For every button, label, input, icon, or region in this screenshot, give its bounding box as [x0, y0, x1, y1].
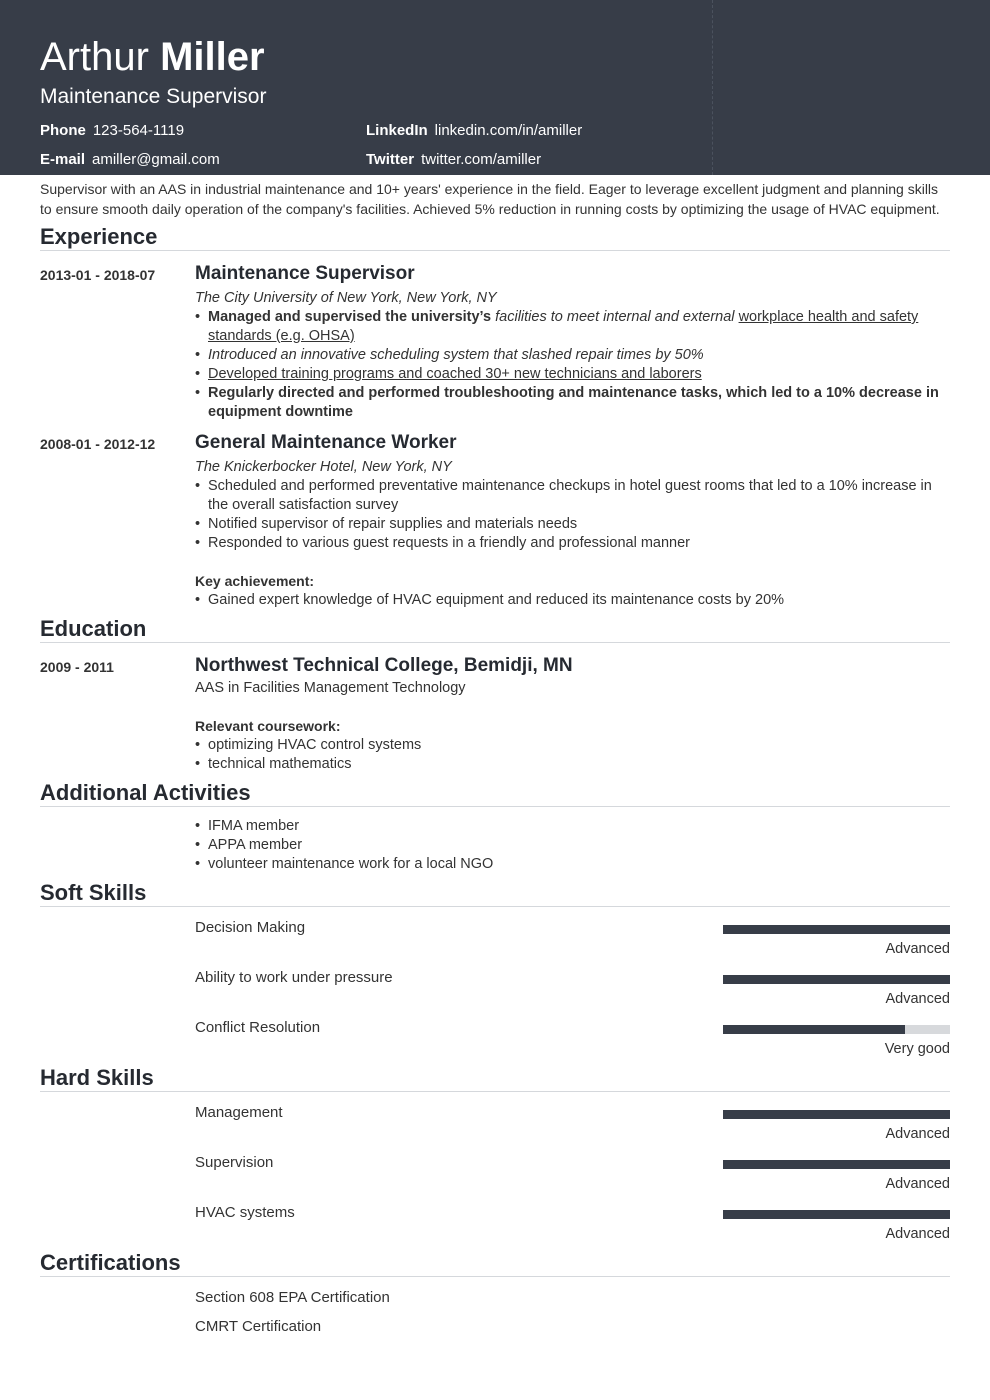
contact-twitter-label: Twitter: [366, 151, 415, 168]
bullet-underlined-text: workplace health and safety standards (e.g. OHSA): [208, 309, 919, 344]
contact-email-label: E-mail: [40, 151, 86, 168]
skill-bar: [723, 975, 950, 984]
resume-header: [0, 0, 990, 175]
header-divider: [712, 0, 713, 175]
bullet-text: Regularly directed and performed troubleshooting and maintenance tasks, which led to a 10% decrease in equipment downtime: [208, 385, 939, 420]
job-dates: 2008-01 - 2012-12: [40, 436, 156, 452]
list-item: • optimizing HVAC control systems: [195, 736, 940, 755]
certification-item: Section 608 EPA Certification: [195, 1289, 390, 1306]
skill-name: Ability to work under pressure: [195, 969, 393, 986]
degree: AAS in Facilities Management Technology: [195, 680, 466, 696]
skill-bar-fill: [723, 1210, 950, 1219]
contact-phone-value[interactable]: 123-564-1119: [92, 122, 185, 139]
contact-linkedin: [366, 122, 582, 140]
key-achievement-label: Key achievement:: [195, 573, 315, 589]
contact-twitter-value[interactable]: twitter.com/amiller: [421, 151, 542, 168]
job-organization: The City University of New York, New York, NY: [195, 290, 497, 306]
skill-name: Supervision: [195, 1154, 274, 1171]
skill-bar: [723, 1210, 950, 1219]
summary: Supervisor with an AAS in industrial maintenance and 10+ years' experience in the field. Eager to leverage excellent judgment and planning skills to ensure smooth daily operation of the company's facilities. Achieved 5% reduction in running costs by optimizing the usage of HVAC equipment.: [40, 181, 940, 217]
skill-bar: [723, 1025, 950, 1034]
list-item: • Notified supervisor of repair supplies and materials needs: [195, 515, 940, 534]
activities-list: [195, 817, 940, 874]
school-name: Northwest Technical College, Bemidji, MN: [195, 655, 573, 676]
bullet-bold-text: Managed and supervised the university’s: [208, 309, 492, 325]
coursework-label: Relevant coursework:: [195, 718, 341, 734]
list-item: • IFMA member: [195, 817, 940, 836]
skill-bar-fill: [723, 1160, 950, 1169]
list-item: [195, 365, 940, 384]
skill-level: Advanced: [885, 991, 950, 1007]
section-title-hard-skills: Hard Skills: [40, 1065, 154, 1090]
section-rule: [40, 806, 950, 807]
skill-bar: [723, 925, 950, 934]
skill-bar-fill: [723, 975, 950, 984]
skill-level: Very good: [884, 1041, 950, 1057]
skill-bar-fill: [723, 1025, 905, 1034]
section-title-activities: Additional Activities: [40, 780, 251, 805]
bullet-text: Developed training programs and coached 30+ new technicians and laborers: [208, 366, 702, 382]
contact-linkedin-value[interactable]: linkedin.com/in/amiller: [434, 122, 583, 139]
skill-name: Decision Making: [195, 919, 306, 936]
list-item: • APPA member: [195, 836, 940, 855]
contact-phone-label: Phone: [40, 122, 86, 139]
job-bullets: [195, 477, 940, 553]
contact-email: [40, 151, 220, 169]
list-item: • technical mathematics: [195, 755, 940, 774]
job-organization: The Knickerbocker Hotel, New York, NY: [195, 459, 452, 475]
section-rule: [40, 642, 950, 643]
job-title: Maintenance Supervisor: [195, 263, 415, 284]
section-rule: [40, 1091, 950, 1092]
skill-bar: [723, 1110, 950, 1119]
list-item: [195, 384, 940, 422]
list-item: [195, 308, 940, 346]
section-rule: [40, 906, 950, 907]
bullet-text: Introduced an innovative scheduling system that slashed repair times by 50%: [208, 347, 704, 363]
contact-email-value[interactable]: amiller@gmail.com: [92, 151, 220, 168]
section-rule: [40, 1276, 950, 1277]
list-item: • volunteer maintenance work for a local NGO: [195, 855, 940, 874]
list-item: • Responded to various guest requests in a friendly and professional manner: [195, 534, 940, 553]
contact-linkedin-label: LinkedIn: [366, 122, 428, 139]
certification-item: CMRT Certification: [195, 1318, 322, 1335]
job-title: General Maintenance Worker: [195, 432, 457, 453]
skill-bar-fill: [723, 1110, 950, 1119]
list-item: [195, 346, 940, 365]
skill-level: Advanced: [885, 941, 950, 957]
bullet-italic-text: facilities to meet internal and external: [495, 309, 735, 325]
list-item: • Scheduled and performed preventative maintenance checkups in hotel guest rooms that led to a 10% increase in the overall satisfaction survey: [195, 477, 940, 515]
candidate-title: Maintenance Supervisor: [40, 85, 267, 108]
job-dates: 2013-01 - 2018-07: [40, 267, 156, 283]
skill-bar-fill: [723, 925, 950, 934]
section-title-soft-skills: Soft Skills: [40, 880, 147, 905]
skill-name: Management: [195, 1104, 283, 1121]
section-rule: [40, 250, 950, 251]
first-name: Arthur: [40, 35, 149, 79]
job-bullets: [195, 308, 940, 422]
skill-level: Advanced: [885, 1176, 950, 1192]
coursework-list: [195, 736, 940, 774]
skill-name: HVAC systems: [195, 1204, 295, 1221]
section-title-certifications: Certifications: [40, 1250, 181, 1275]
skill-level: Advanced: [885, 1226, 950, 1242]
contact-twitter: [366, 151, 541, 169]
section-title-education: Education: [40, 616, 147, 641]
list-item: • Gained expert knowledge of HVAC equipment and reduced its maintenance costs by 20%: [195, 591, 940, 610]
section-title-experience: Experience: [40, 224, 158, 249]
achievement-bullets: [195, 591, 940, 610]
education-dates: 2009 - 2011: [40, 659, 114, 675]
candidate-name: [40, 34, 265, 80]
last-name: Miller: [160, 35, 265, 79]
skill-name: Conflict Resolution: [195, 1019, 321, 1036]
skill-level: Advanced: [885, 1126, 950, 1142]
skill-bar: [723, 1160, 950, 1169]
contact-phone: [40, 122, 184, 140]
